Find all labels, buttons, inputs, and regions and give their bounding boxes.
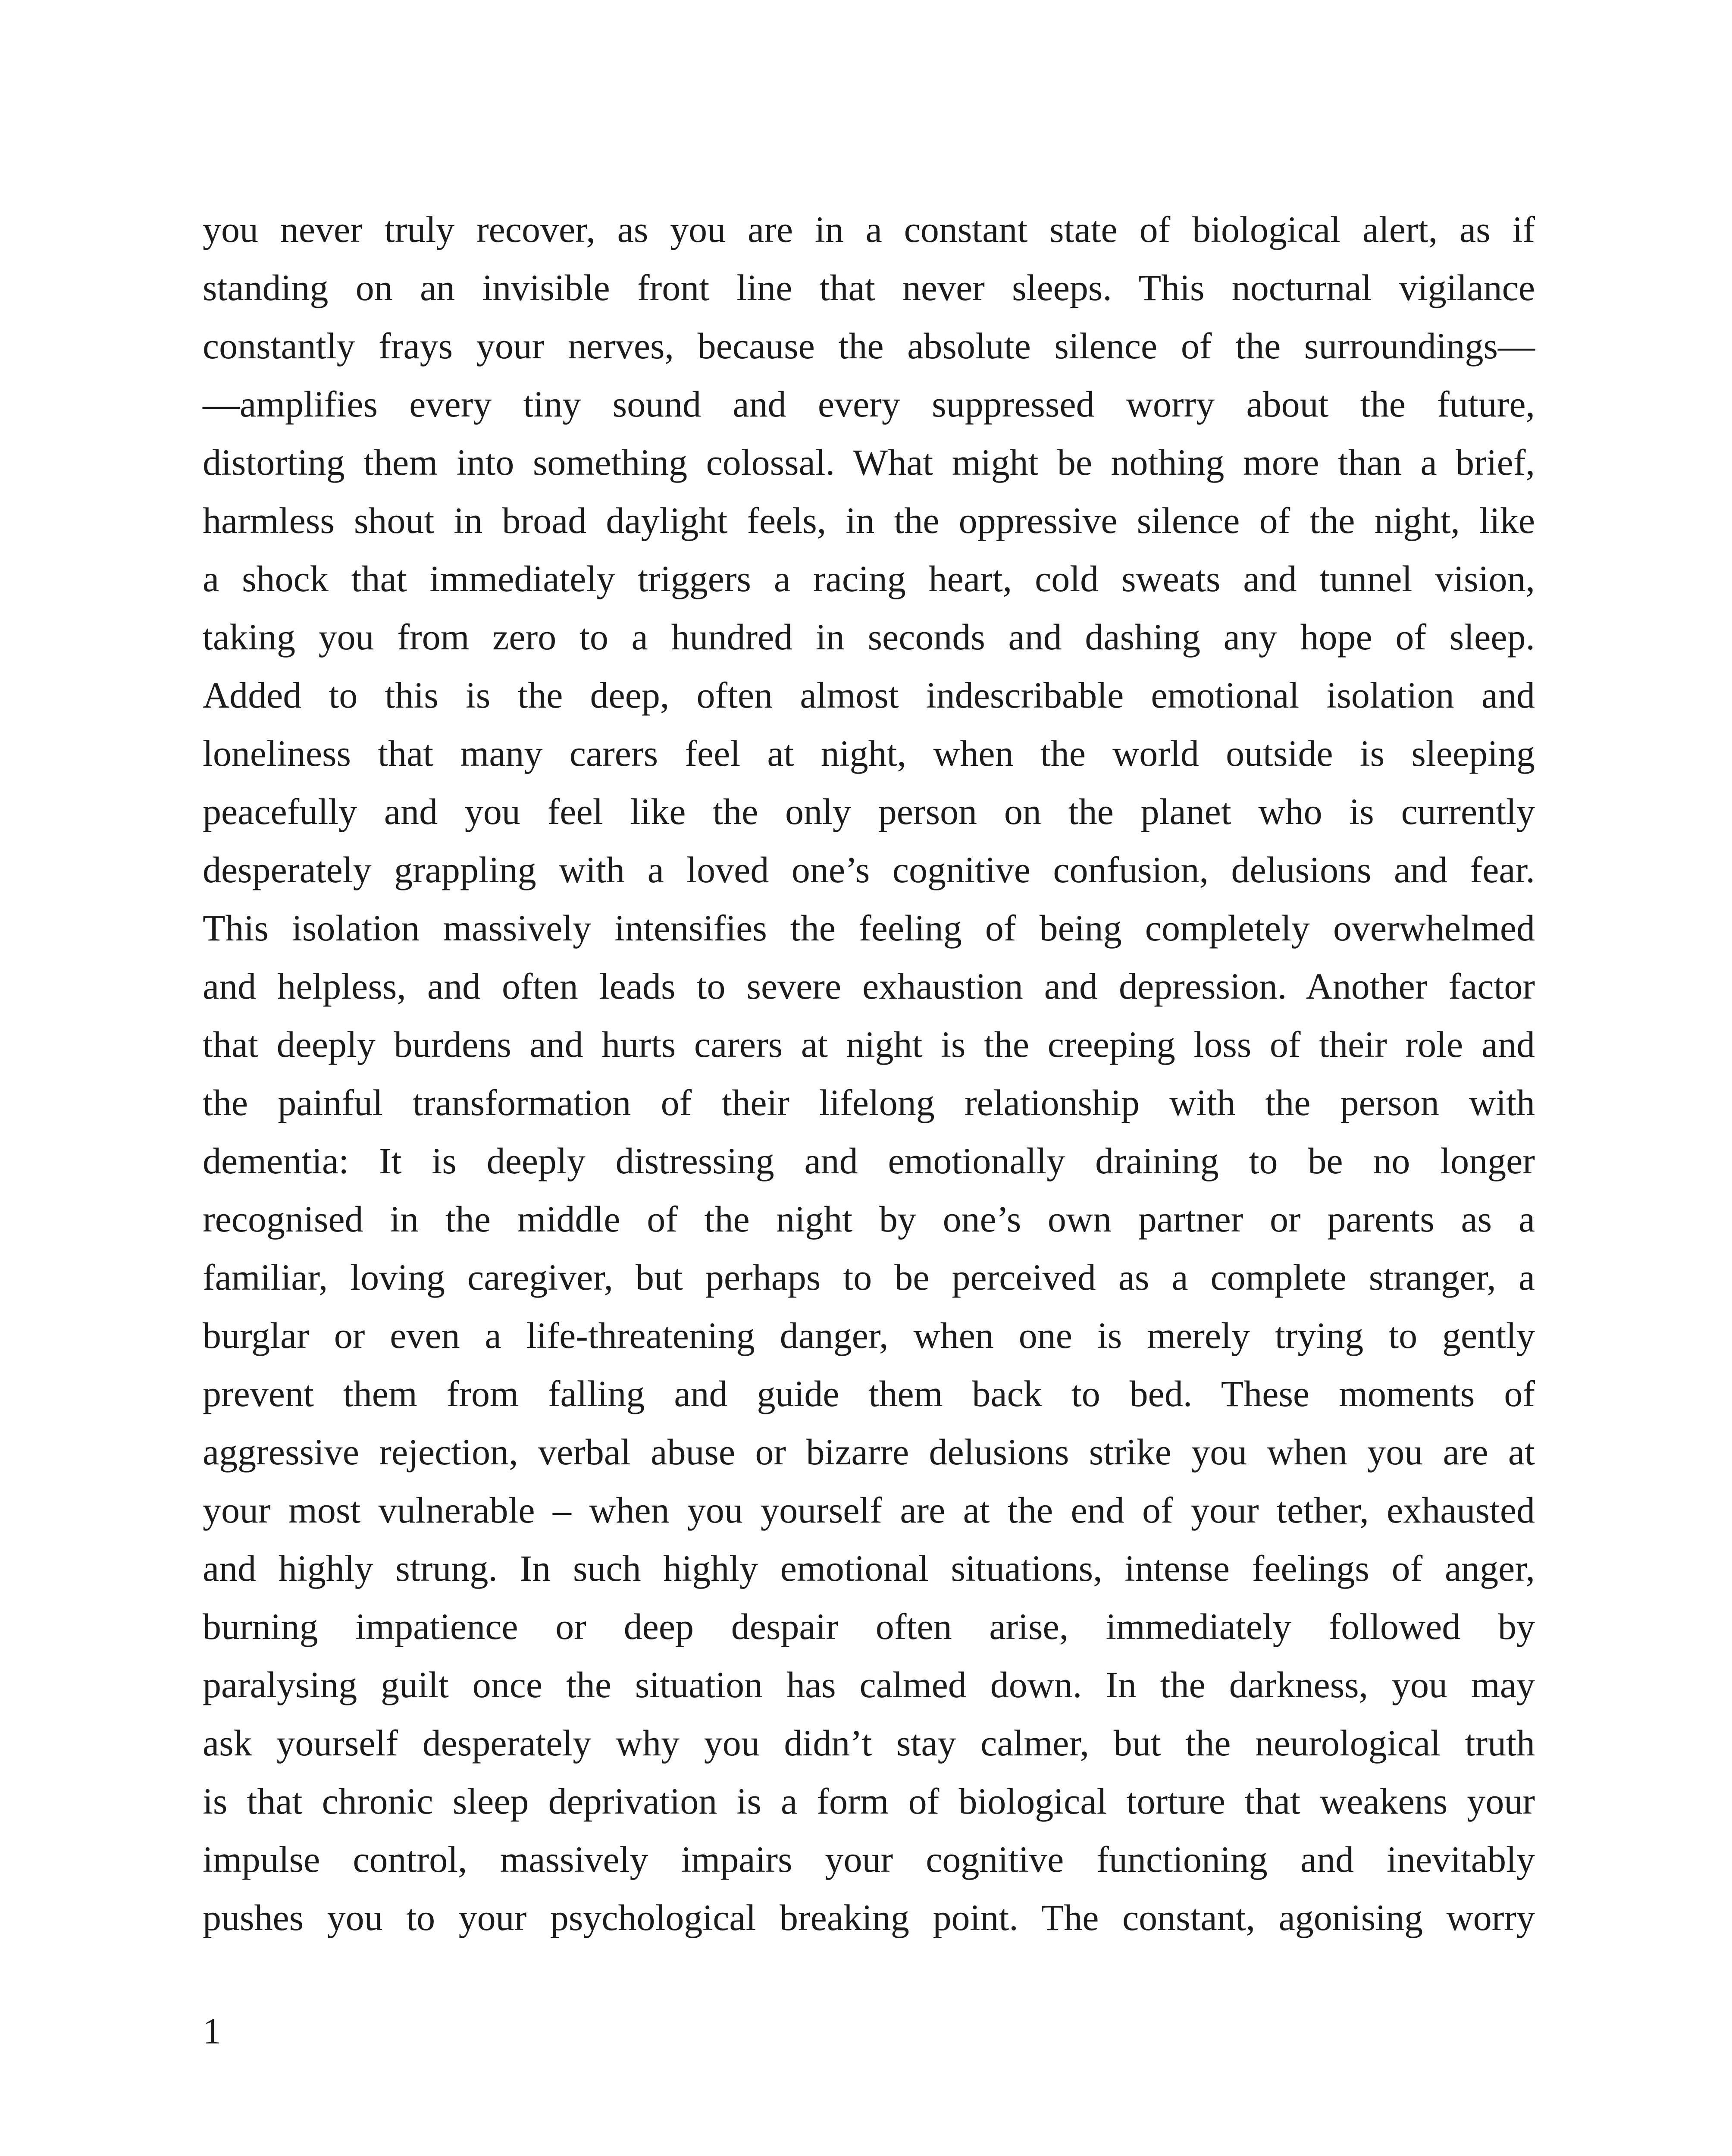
text-line: familiar, loving caregiver, but perhaps to be perceived as a complete stranger, a [203, 1257, 1535, 1298]
text-line: dementia: It is deeply distressing and emotionally draining to be no longer [203, 1140, 1535, 1181]
text-line: paralysing guilt once the situation has calmed down. In the darkness, you may [203, 1664, 1535, 1705]
text-line: burning impatience or deep despair often arise, immediately followed by [203, 1606, 1535, 1647]
text-line: desperately grappling with a loved one’s cognitive confusion, delusions and fear. [203, 849, 1535, 890]
text-line: you never truly recover, as you are in a constant state of biological alert, as if [203, 209, 1535, 250]
text-line: recognised in the middle of the night by one’s own partner or parents as a [203, 1198, 1535, 1240]
text-line: a shock that immediately triggers a racing heart, cold sweats and tunnel vision, [203, 558, 1535, 599]
text-line: your most vulnerable – when you yourself are at the end of your tether, exhausted [203, 1489, 1535, 1531]
text-line: peacefully and you feel like the only person on the planet who is currently [203, 791, 1535, 832]
text-line: burglar or even a life-threatening danger, when one is merely trying to gently [203, 1315, 1535, 1356]
text-line: impulse control, massively impairs your cognitive functioning and inevitably [203, 1839, 1535, 1880]
text-line: and helpless, and often leads to severe exhaustion and depression. Another factor [203, 965, 1535, 1007]
text-line: prevent them from falling and guide them back to bed. These moments of [203, 1373, 1535, 1414]
text-line: aggressive rejection, verbal abuse or bizarre delusions strike you when you are at [203, 1431, 1535, 1473]
text-line: constantly frays your nerves, because the absolute silence of the surroundings— [203, 325, 1535, 367]
text-line: Added to this is the deep, often almost indescribable emotional isolation and [203, 674, 1535, 716]
text-line: distorting them into something colossal. What might be nothing more than a brief, [203, 442, 1535, 483]
text-line: ask yourself desperately why you didn’t stay calmer, but the neurological truth [203, 1722, 1535, 1764]
text-line: pushes you to your psychological breaking point. The constant, agonising worry [203, 1897, 1535, 1938]
text-line: and highly strung. In such highly emotional situations, intense feelings of anger, [203, 1548, 1535, 1589]
page-number: 1 [203, 2010, 221, 2052]
text-line: that deeply burdens and hurts carers at night is the creeping loss of their role and [203, 1024, 1535, 1065]
body-paragraph [203, 201, 1535, 1947]
text-line: loneliness that many carers feel at night, when the world outside is sleeping [203, 733, 1535, 774]
text-line: —amplifies every tiny sound and every suppressed worry about the future, [203, 383, 1535, 425]
text-line: the painful transformation of their lifelong relationship with the person with [203, 1082, 1535, 1123]
text-line: standing on an invisible front line that never sleeps. This nocturnal vigilance [203, 267, 1535, 308]
text-line: taking you from zero to a hundred in seconds and dashing any hope of sleep. [203, 616, 1535, 658]
text-line: is that chronic sleep deprivation is a form of biological torture that weakens your [203, 1780, 1535, 1822]
text-line: This isolation massively intensifies the feeling of being completely overwhelmed [203, 907, 1535, 949]
text-line: harmless shout in broad daylight feels, in the oppressive silence of the night, like [203, 500, 1535, 541]
